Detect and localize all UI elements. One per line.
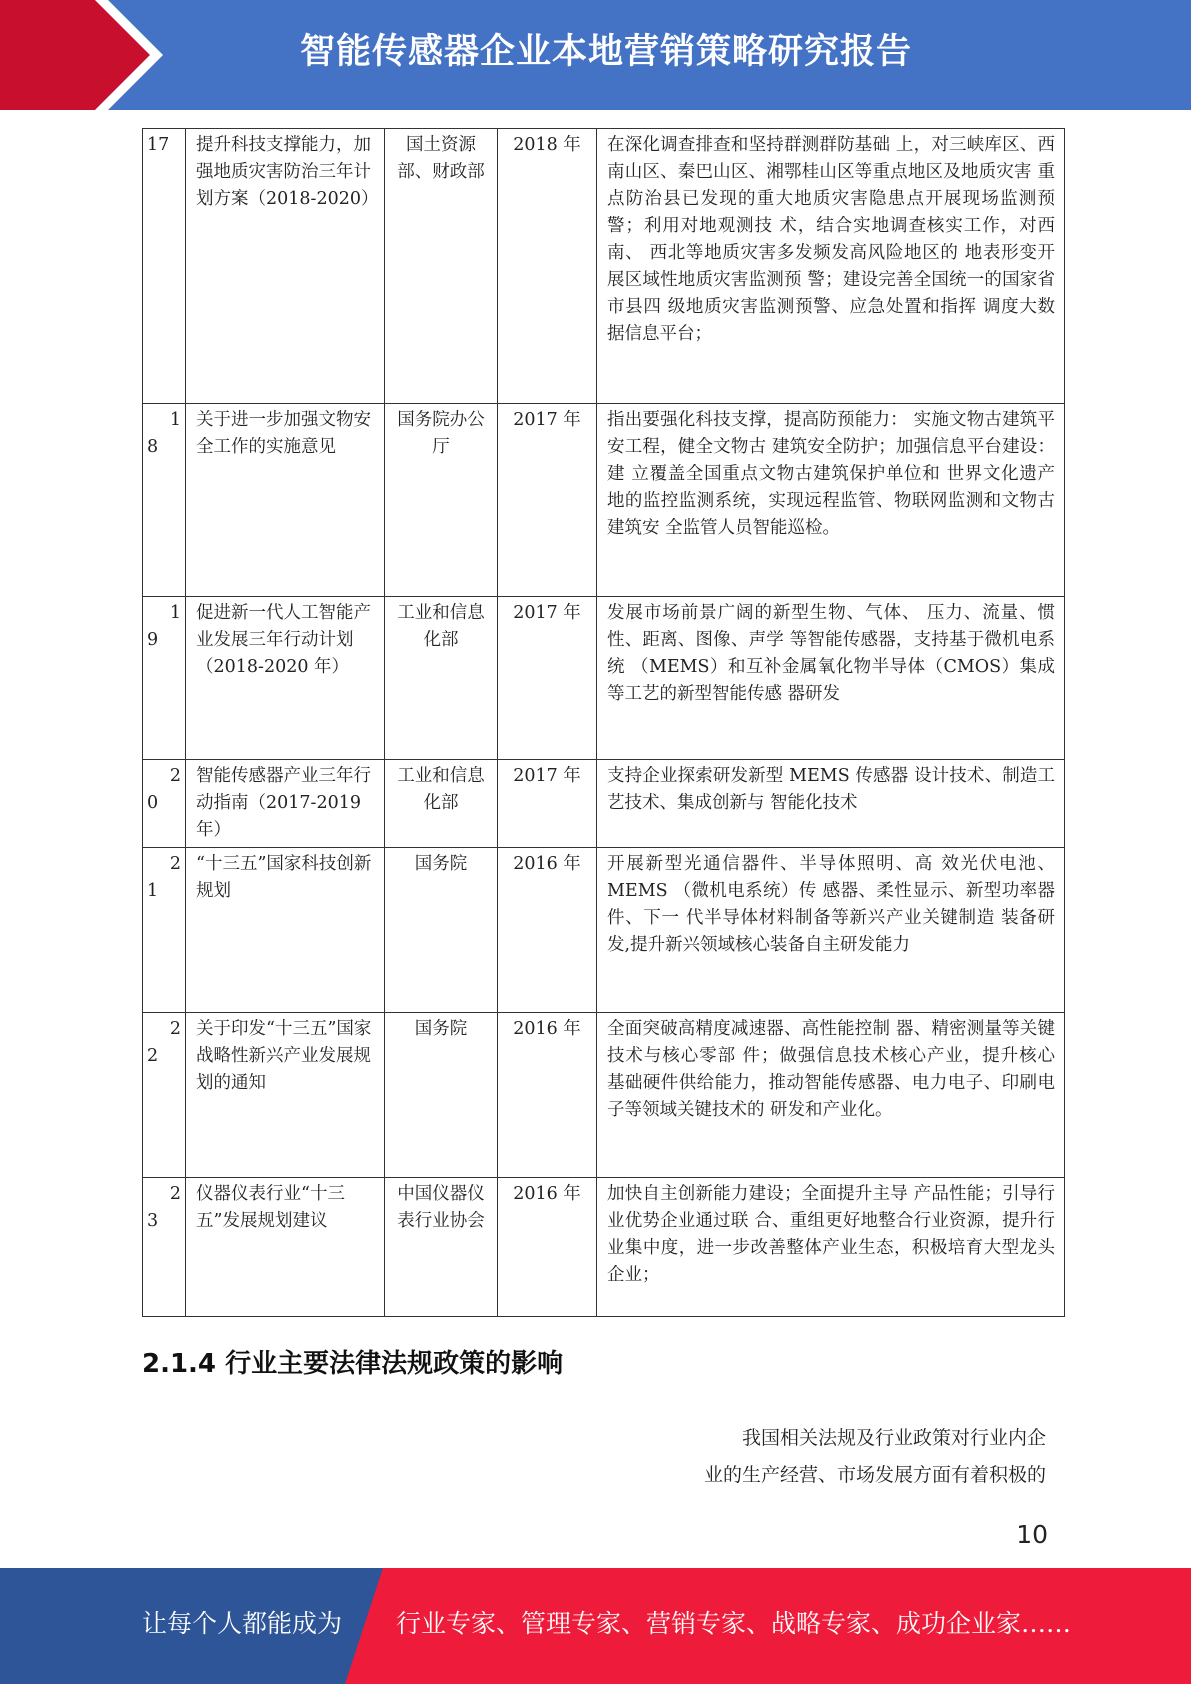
issue-year: 2016 年	[498, 848, 597, 1013]
policy-content: 支持企业探索研发新型 MEMS 传感器 设计技术、制造工艺技术、集成创新与 智能化技术	[597, 760, 1065, 848]
footer-slogan-right: 行业专家、管理专家、营销专家、战略专家、成功企业家……	[396, 1609, 1072, 1638]
policy-content: 发展市场前景广阔的新型生物、气体、 压力、流量、惯性、距离、图像、声学 等智能传感器，支持基于微机电系统 （MEMS）和互补金属氧化物半导体（CMOS）集成等工艺的新型智能传感 器研发	[597, 597, 1065, 760]
policy-name: 关于进一步加强文物安全工作的实施意见	[186, 404, 385, 597]
issuing-department: 工业和信息化部	[385, 597, 498, 760]
issuing-department: 国土资源部、财政部	[385, 129, 498, 404]
paragraph-line-2: 业的生产经营、市场发展方面有着积极的	[703, 1464, 1046, 1486]
row-number-part: 1	[169, 603, 181, 623]
table-row	[143, 848, 1065, 1013]
policy-name: 关于印发“十三五”国家战略性新兴产业发展规划的通知	[186, 1013, 385, 1178]
policy-content: 加快自主创新能力建设；全面提升主导 产品性能；引导行业优势企业通过联 合、重组更好地整合行业资源，提升行 业集中度，进一步改善整体产业生态，积极培育大型龙头企业；	[597, 1178, 1065, 1317]
table-row	[143, 760, 1065, 848]
row-number	[143, 1013, 186, 1178]
row-number	[143, 848, 186, 1013]
row-number	[143, 1178, 186, 1317]
paragraph-line-1: 我国相关法规及行业政策对行业内企	[741, 1427, 1046, 1449]
policy-content: 开展新型光通信器件、半导体照明、高 效光伏电池、MEMS （微机电系统）传 感器、柔性显示、新型功率器件、下一 代半导体材料制备等新兴产业关键制造 装备研发,提升新兴领域核心装备自主研发能力	[597, 848, 1065, 1013]
row-number	[143, 404, 186, 597]
policy-name: 促进新一代人工智能产业发展三年行动计划（2018-2020 年）	[186, 597, 385, 760]
policy-name: 智能传感器产业三年行动指南（2017-2019 年）	[186, 760, 385, 848]
row-number-part: 8	[147, 437, 159, 457]
issuing-department: 国务院	[385, 1013, 498, 1178]
row-number-part: 2	[169, 1019, 181, 1039]
policy-name: 仪器仪表行业“十三五”发展规划建议	[186, 1178, 385, 1317]
issue-year: 2018 年	[498, 129, 597, 404]
policy-name: 提升科技支撑能力，加强地质灾害防治三年计划方案（2018-2020）	[186, 129, 385, 404]
table-row	[143, 129, 1065, 404]
row-number	[143, 760, 186, 848]
issue-year: 2016 年	[498, 1013, 597, 1178]
policy-content: 指出要强化科技支撑，提高防预能力： 实施文物古建筑平安工程，健全文物古 建筑安全防护；加强信息平台建设：建 立覆盖全国重点文物古建筑保护单位和 世界文化遗产地的监控监测系统，实现远程监管、物联网监测和文物古建筑安 全监管人员智能巡检。	[597, 404, 1065, 597]
issue-year: 2017 年	[498, 404, 597, 597]
row-number	[143, 129, 186, 404]
table-row	[143, 597, 1065, 760]
row-number-part: 0	[147, 793, 159, 813]
issuing-department: 工业和信息化部	[385, 760, 498, 848]
row-number-part: 2	[147, 1046, 159, 1066]
report-title: 智能传感器企业本地营销策略研究报告	[300, 32, 913, 72]
row-number-part: 17	[147, 135, 170, 155]
row-number-part: 2	[169, 766, 181, 786]
issuing-department: 中国仪器仪表行业协会	[385, 1178, 498, 1317]
page-footer	[0, 1568, 1191, 1684]
row-number-part: 2	[169, 854, 181, 874]
issuing-department: 国务院办公厅	[385, 404, 498, 597]
table-row	[143, 1013, 1065, 1178]
page-number: 10	[1016, 1520, 1048, 1549]
policy-table	[142, 128, 1065, 1317]
row-number-part: 1	[169, 410, 181, 430]
policy-name: “十三五”国家科技创新规划	[186, 848, 385, 1013]
row-number-part: 2	[169, 1184, 181, 1204]
table-row	[143, 1178, 1065, 1317]
page-header	[0, 0, 1191, 110]
table-row	[143, 404, 1065, 597]
issuing-department: 国务院	[385, 848, 498, 1013]
row-number-part: 3	[147, 1211, 159, 1231]
policy-content: 全面突破高精度减速器、高性能控制 器、精密测量等关键技术与核心零部 件；做强信息技术核心产业，提升核心 基础硬件供给能力，推动智能传感器、电力电子、印刷电子等领域关键技术的 研发和产业化。	[597, 1013, 1065, 1178]
section-heading: 2.1.4 行业主要法律法规政策的影响	[142, 1349, 564, 1379]
issue-year: 2017 年	[498, 760, 597, 848]
issue-year: 2017 年	[498, 597, 597, 760]
row-number-part: 1	[147, 881, 159, 901]
policy-content: 在深化调查排查和坚持群测群防基础 上，对三峡库区、西南山区、秦巴山区、湘鄂桂山区等重点地区及地质灾害 重点防治县已发现的重大地质灾害隐患点开展现场监测预警；利用对地观测技 术，结合实地调查核实工作，对西南、 西北等地质灾害多发频发高风险地区的 地表形变开展区域性地质灾害监测预 警；建设完善全国统一的国家省市县四 级地质灾害监测预警、应急处置和指挥 调度大数据信息平台；	[597, 129, 1065, 404]
issue-year: 2016 年	[498, 1178, 597, 1317]
row-number	[143, 597, 186, 760]
footer-slogan-left: 让每个人都能成为	[142, 1609, 343, 1638]
row-number-part: 9	[147, 630, 159, 650]
